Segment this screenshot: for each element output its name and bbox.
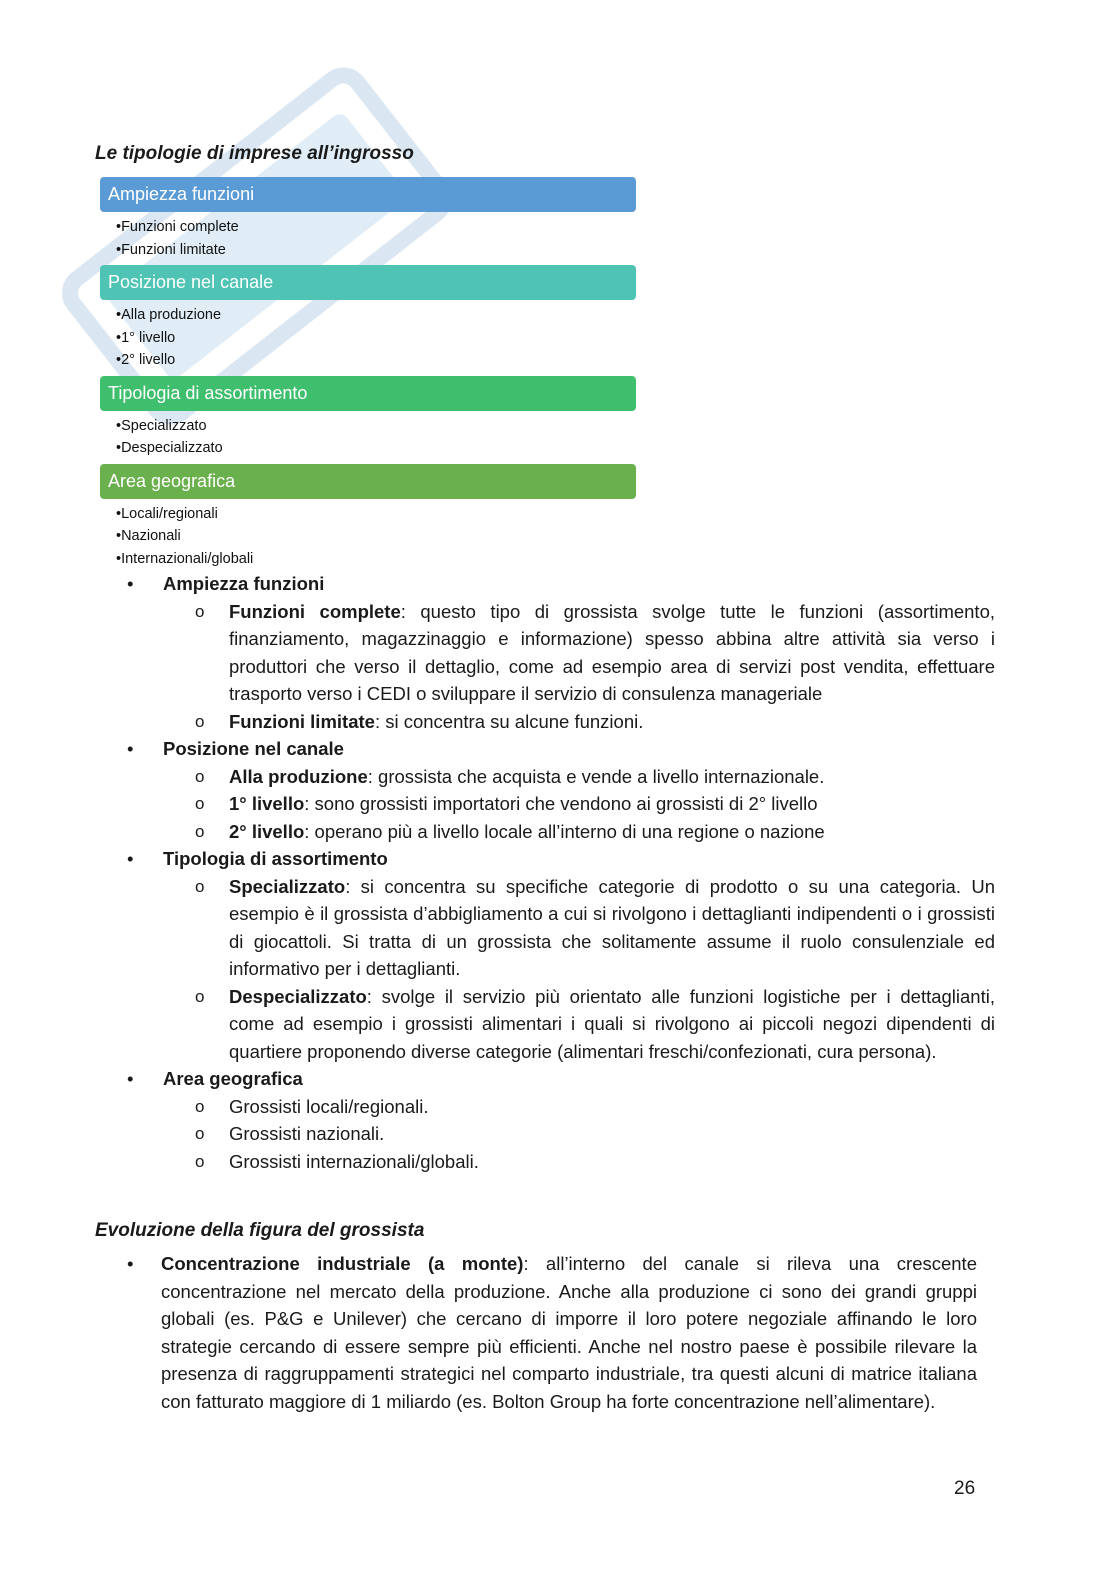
detail-item-term: Despecializzato [229, 985, 367, 1007]
bullet-icon: • [127, 848, 134, 869]
detail-item-term: 2° livello [229, 820, 305, 842]
detail-item [163, 763, 995, 791]
diagram-item: • Internazionali/globali [116, 548, 636, 571]
bullet-icon: • [127, 1253, 134, 1274]
detail-item-term: Funzioni complete [229, 600, 401, 622]
detail-item-term: Alla produzione [229, 765, 368, 787]
detail-section [95, 845, 995, 1065]
circle-bullet-icon: o [195, 986, 205, 1006]
diagram-item: • Specializzato [116, 415, 636, 438]
detail-item-text: : si concentra su specifiche categorie di prodotto o su una categoria. Un esempio è il grossista d’abbigliamento a cui si rivolgono i dettaglianti indipendenti o i grossisti di giocattoli. Si tratta di un grossista che solitamente assume il ruolo consulenziale ed informativo per i dettaglianti. [229, 875, 995, 979]
diagram-header: Area geografica [100, 464, 636, 499]
circle-bullet-icon: o [195, 794, 205, 813]
tipologie-diagram [100, 177, 636, 574]
diagram-item: • 1° livello [116, 327, 636, 350]
circle-bullet-icon: o [195, 1151, 205, 1171]
detail-item-text: : operano più a livello locale all’interno di una regione o nazione [304, 820, 825, 842]
circle-bullet-icon: o [195, 876, 205, 896]
diagram-item: • Nazionali [116, 525, 636, 548]
detail-item-text: Grossisti internazionali/globali. [229, 1150, 479, 1172]
circle-bullet-icon: o [195, 766, 205, 786]
detail-item [163, 1120, 995, 1148]
detail-section [95, 570, 995, 735]
diagram-item: • Alla produzione [116, 304, 636, 327]
detail-item-text: Grossisti nazionali. [229, 1123, 385, 1144]
detail-item-term: 1° livello [229, 793, 305, 814]
diagram-item-list [100, 300, 636, 376]
detail-section-title: Posizione nel canale [163, 738, 344, 759]
detail-item-text: Grossisti locali/regionali. [229, 1095, 429, 1117]
detail-item-term: Funzioni limitate [229, 710, 375, 732]
diagram-item-list [100, 499, 636, 575]
detail-section-title: Area geografica [163, 1068, 303, 1089]
diagram-header: Posizione nel canale [100, 265, 636, 300]
section-title-evoluzione: Evoluzione della figura del grossista [95, 1220, 425, 1241]
evolution-item-term: Concentrazione industriale (a monte) [161, 1253, 524, 1274]
diagram-item: • Funzioni limitate [116, 239, 636, 262]
circle-bullet-icon: o [195, 711, 205, 731]
diagram-item-list [100, 212, 636, 265]
detail-item-term: Specializzato [229, 875, 346, 897]
detail-item [163, 873, 995, 983]
page-number: 26 [954, 1478, 976, 1499]
detail-section-title: Ampiezza funzioni [163, 573, 325, 594]
bullet-icon: • [127, 573, 134, 594]
diagram-item: • Locali/regionali [116, 503, 636, 526]
diagram-header: Ampiezza funzioni [100, 177, 636, 212]
evolution-item-text: : all’interno del canale si rileva una crescente concentrazione nel mercato della produzione. Anche alla produzione ci sono dei grandi gruppi globali (es. P&G e Unilever) che cercano di imporre il loro potere negoziale affinando le loro strategie cercando di essere sempre più efficienti. Anche nel nostro paese è possibile rilevare la presenza di raggruppamenti strategici nel comparto industriale, tra questi alcuni di matrice italiana con fatturato maggiore di 1 miliardo (es. Bolton Group ha forte concentrazione nell’alimentare). [161, 1253, 977, 1412]
detail-item-text: : grossista che acquista e vende a livello internazionale. [367, 765, 825, 787]
detail-item [163, 790, 995, 818]
circle-bullet-icon: o [195, 601, 205, 621]
detail-item-text: : si concentra su alcune funzioni. [374, 710, 644, 732]
detail-item [163, 1148, 995, 1176]
diagram-item: • Despecializzato [116, 437, 636, 460]
detail-item [163, 818, 995, 846]
detail-section-title: Tipologia di assortimento [163, 848, 388, 869]
section-title-tipologie: Le tipologie di imprese all’ingrosso [95, 143, 414, 164]
detail-item [163, 708, 995, 736]
detail-section [95, 735, 995, 845]
diagram-item: • Funzioni complete [116, 216, 636, 239]
circle-bullet-icon: o [195, 821, 205, 841]
detail-item-text: : svolge il servizio più orientato alle funzioni logistiche per i dettaglianti, come ad esempio i grossisti alimentari i quali si rivolgono ai piccoli negozi dipendenti di quartiere proponendo diverse categorie (alimentari freschi/confezionati, cura persona). [229, 985, 995, 1062]
bullet-icon: • [127, 1068, 134, 1089]
circle-bullet-icon: o [195, 1096, 205, 1116]
evolution-item [95, 1250, 977, 1415]
detail-item [163, 983, 995, 1066]
diagram-item: • 2° livello [116, 349, 636, 372]
detail-item-text: : questo tipo di grossista svolge tutte le funzioni (assortimento, finanziamento, magazzinaggio e informazione) spesso abbina altre attività sia verso i produttori che verso il dettaglio, come ad esempio area di servizi post vendita, effettuare trasporto verso i CEDI o sviluppare il servizio di consulenza manageriale [229, 600, 995, 704]
detail-item-text: : sono grossisti importatori che vendono ai grossisti di 2° livello [304, 793, 818, 814]
circle-bullet-icon: o [195, 1124, 205, 1143]
details-list [95, 570, 995, 1175]
detail-item [163, 1093, 995, 1121]
bullet-icon: • [127, 738, 134, 759]
diagram-header: Tipologia di assortimento [100, 376, 636, 411]
diagram-item-list [100, 411, 636, 464]
detail-item [163, 598, 995, 708]
detail-section [95, 1065, 995, 1175]
evolution-list [95, 1250, 977, 1415]
